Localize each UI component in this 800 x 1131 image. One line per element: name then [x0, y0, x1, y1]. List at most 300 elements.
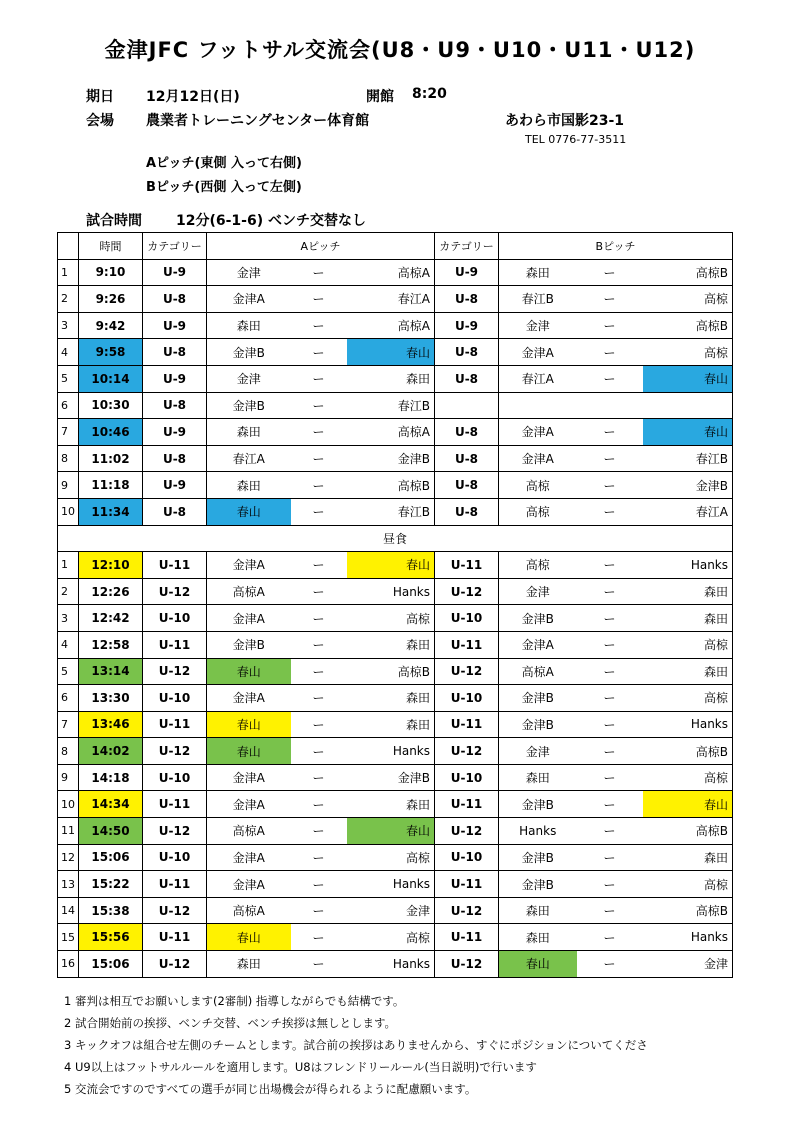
pitch-b-team-2: 森田 [643, 578, 733, 605]
note-item: 1 審判は相互でお願いします(2審制) 指導しながらでも結構です。 [64, 994, 405, 1008]
pitch-b-team-1: 金津B [499, 844, 577, 871]
vs-dash: ー [291, 498, 347, 525]
vs-dash: ー [291, 365, 347, 392]
category-b-cell: U-12 [435, 658, 499, 685]
pitch-b-team-2: Hanks [643, 552, 733, 579]
pitch-a-team-1: 金津A [207, 871, 291, 898]
category-b-cell: U-8 [435, 286, 499, 313]
category-b-cell: U-12 [435, 951, 499, 978]
pitch-a-team-2: 春江B [347, 392, 435, 419]
pitch-a-team-2: 春山 [347, 552, 435, 579]
page-title: 金津JFC フットサル交流会(U8・U9・U10・U11・U12) [104, 38, 696, 62]
pitch-a-team-1: 金津A [207, 791, 291, 818]
category-b-cell: U-11 [435, 871, 499, 898]
category-b-cell: U-12 [435, 738, 499, 765]
vs-dash: ー [291, 552, 347, 579]
pitch-a-team-2: 森田 [347, 711, 435, 738]
vs-dash: ー [291, 871, 347, 898]
table-row [58, 738, 733, 765]
pitch-b-team-2: 高椋 [643, 685, 733, 712]
pitch-a-team-1: 金津B [207, 392, 291, 419]
open-value: 8:20 [412, 86, 447, 102]
vs-dash: ー [577, 472, 643, 499]
category-a-cell: U-10 [143, 605, 207, 632]
row-number: 6 [58, 685, 79, 712]
vs-dash: ー [291, 312, 347, 339]
time-cell: 12:10 [79, 552, 143, 579]
pitch-a-team-2: 春山 [347, 339, 435, 366]
category-b-cell: U-10 [435, 685, 499, 712]
category-a-cell: U-9 [143, 419, 207, 446]
pitch-b-team-2: 春山 [643, 365, 733, 392]
match-time-label: 試合時間 [86, 213, 142, 229]
vs-dash: ー [291, 685, 347, 712]
vs-dash: ー [577, 365, 643, 392]
pitch-a-team-1: 高椋A [207, 818, 291, 845]
table-row [58, 871, 733, 898]
pitch-b-team-1: 高椋A [499, 658, 577, 685]
pitch-a-team-2: 高椋 [347, 844, 435, 871]
row-number: 8 [58, 738, 79, 765]
category-a-cell: U-8 [143, 339, 207, 366]
category-b-cell: U-12 [435, 897, 499, 924]
pitch-a-team-1: 金津 [207, 259, 291, 286]
row-number: 13 [58, 871, 79, 898]
table-row [58, 791, 733, 818]
vs-dash: ー [577, 286, 643, 313]
pitch-b-team-2: 高椋B [643, 738, 733, 765]
time-cell: 9:26 [79, 286, 143, 313]
category-b-cell: U-11 [435, 552, 499, 579]
date-label: 期日 [86, 89, 114, 105]
time-cell: 15:06 [79, 951, 143, 978]
category-b-cell: U-8 [435, 472, 499, 499]
category-b-cell: U-12 [435, 818, 499, 845]
vs-dash: ー [577, 552, 643, 579]
note-item: 4 U9以上はフットサルルールを適用します。U8はフレンドリールール(当日説明)で行います [64, 1060, 537, 1074]
pitch-a-team-2: Hanks [347, 871, 435, 898]
category-a-cell: U-10 [143, 685, 207, 712]
header-category-b: カテゴリー [435, 233, 499, 260]
row-number: 8 [58, 445, 79, 472]
pitch-a-team-2: 高椋A [347, 259, 435, 286]
vs-dash: ー [577, 259, 643, 286]
vs-dash: ー [291, 605, 347, 632]
pitch-a-team-2: 高椋 [347, 605, 435, 632]
pitch-a-team-2: Hanks [347, 951, 435, 978]
time-cell: 13:30 [79, 685, 143, 712]
time-cell: 9:58 [79, 339, 143, 366]
pitch-b-team-1: 森田 [499, 897, 577, 924]
pitch-a-team-2: 春山 [347, 818, 435, 845]
table-row [58, 818, 733, 845]
row-number: 16 [58, 951, 79, 978]
category-b-cell: U-11 [435, 631, 499, 658]
pitch-b-team-1: 金津B [499, 871, 577, 898]
pitch-b-team-2: 金津 [643, 951, 733, 978]
schedule-table [57, 232, 733, 978]
vs-dash: ー [291, 339, 347, 366]
table-row [58, 764, 733, 791]
pitch-b-team-2: Hanks [643, 924, 733, 951]
category-b-cell: U-8 [435, 498, 499, 525]
pitch-b-team-1: Hanks [499, 818, 577, 845]
row-number: 7 [58, 419, 79, 446]
pitch-a-team-1: 金津A [207, 764, 291, 791]
vs-dash: ー [577, 764, 643, 791]
time-cell: 12:58 [79, 631, 143, 658]
category-b-cell: U-8 [435, 365, 499, 392]
vs-dash: ー [291, 711, 347, 738]
header-time: 時間 [79, 233, 143, 260]
pitch-b-team-1: 金津A [499, 445, 577, 472]
table-row [58, 711, 733, 738]
pitch-a-team-2: 森田 [347, 631, 435, 658]
time-cell: 10:46 [79, 419, 143, 446]
pitch-b-team-1: 春山 [499, 951, 577, 978]
pitch-b-team-1: 高椋 [499, 552, 577, 579]
pitch-a-team-2: 高椋A [347, 419, 435, 446]
category-b-cell: U-9 [435, 312, 499, 339]
category-b-cell: U-8 [435, 445, 499, 472]
table-row [58, 286, 733, 313]
category-b-cell: U-9 [435, 259, 499, 286]
table-row [58, 419, 733, 446]
category-a-cell: U-10 [143, 844, 207, 871]
category-a-cell: U-10 [143, 764, 207, 791]
pitch-b-team-2: 春江B [643, 445, 733, 472]
pitch-b-team-1: 春江B [499, 286, 577, 313]
time-cell: 14:34 [79, 791, 143, 818]
time-cell: 15:56 [79, 924, 143, 951]
pitch-a-team-2: 高椋B [347, 658, 435, 685]
pitch-a-team-2: Hanks [347, 738, 435, 765]
pitch-a-team-1: 春江A [207, 445, 291, 472]
note-item: 2 試合開始前の挨拶、ベンチ交替、ベンチ挨拶は無しとします。 [64, 1016, 397, 1030]
category-b-cell [435, 392, 499, 419]
vs-dash: ー [577, 578, 643, 605]
pitch-a-team-1: 金津B [207, 631, 291, 658]
pitch-a-team-2: 森田 [347, 791, 435, 818]
time-cell: 12:42 [79, 605, 143, 632]
category-a-cell: U-8 [143, 498, 207, 525]
time-cell: 14:02 [79, 738, 143, 765]
category-a-cell: U-9 [143, 472, 207, 499]
pitch-b-team-1: 金津B [499, 791, 577, 818]
pitch-b-team-1: 高椋 [499, 472, 577, 499]
pitch-a-team-1: 金津B [207, 339, 291, 366]
category-b-cell: U-11 [435, 791, 499, 818]
pitch-a-team-1: 春山 [207, 658, 291, 685]
pitch-b-team-1: 春江A [499, 365, 577, 392]
pitch-a-team-2: 森田 [347, 685, 435, 712]
row-number: 10 [58, 498, 79, 525]
pitch-a-team-2: 金津B [347, 764, 435, 791]
row-number: 4 [58, 631, 79, 658]
pitch-a-team-1: 春山 [207, 498, 291, 525]
vs-dash: ー [577, 631, 643, 658]
pitch-b-team-1: 金津A [499, 339, 577, 366]
time-cell: 10:30 [79, 392, 143, 419]
pitch-b-team-2: 高椋 [643, 764, 733, 791]
vs-dash: ー [577, 818, 643, 845]
row-number: 11 [58, 818, 79, 845]
pitch-b-team-1: 森田 [499, 764, 577, 791]
vs-dash: ー [291, 392, 347, 419]
vs-dash: ー [577, 871, 643, 898]
pitch-b-team-2: 春山 [643, 791, 733, 818]
telephone: TEL 0776-77-3511 [525, 133, 627, 146]
venue-label: 会場 [86, 113, 114, 129]
pitch-a-team-1: 春山 [207, 711, 291, 738]
pitch-b-team-1: 金津B [499, 711, 577, 738]
category-a-cell: U-8 [143, 392, 207, 419]
pitch-b-team-1: 森田 [499, 924, 577, 951]
pitch-b-team-1: 森田 [499, 259, 577, 286]
time-cell: 15:06 [79, 844, 143, 871]
pitch-b-team-2: 高椋 [643, 631, 733, 658]
category-a-cell: U-11 [143, 552, 207, 579]
pitch-b-team-1: 金津 [499, 312, 577, 339]
vs-dash: ー [577, 445, 643, 472]
time-cell: 9:42 [79, 312, 143, 339]
time-cell: 13:14 [79, 658, 143, 685]
pitch-a-note: Aピッチ(東側 入って右側) [146, 156, 302, 171]
row-number: 12 [58, 844, 79, 871]
table-row [58, 552, 733, 579]
row-number: 9 [58, 764, 79, 791]
pitch-a-team-1: 森田 [207, 472, 291, 499]
category-b-cell: U-12 [435, 578, 499, 605]
pitch-a-team-2: 春江B [347, 498, 435, 525]
vs-dash: ー [577, 951, 643, 978]
time-cell: 10:14 [79, 365, 143, 392]
pitch-b-team-2: 春江A [643, 498, 733, 525]
vs-dash: ー [577, 738, 643, 765]
time-cell: 13:46 [79, 711, 143, 738]
pitch-b-note: Bピッチ(西側 入って左側) [146, 180, 302, 195]
vs-dash: ー [291, 631, 347, 658]
pitch-b-team-1: 金津A [499, 631, 577, 658]
category-a-cell: U-11 [143, 631, 207, 658]
pitch-a-team-2: 金津B [347, 445, 435, 472]
category-b-cell: U-8 [435, 339, 499, 366]
table-row [58, 951, 733, 978]
pitch-b-team-2: 森田 [643, 844, 733, 871]
row-number: 6 [58, 392, 79, 419]
pitch-a-team-2: 森田 [347, 365, 435, 392]
pitch-a-team-2: Hanks [347, 578, 435, 605]
table-row [58, 685, 733, 712]
vs-dash: ー [577, 844, 643, 871]
time-cell: 14:18 [79, 764, 143, 791]
note-item: 5 交流会ですのですべての選手が同じ出場機会が得られるように配慮願います。 [64, 1082, 477, 1096]
row-number: 1 [58, 552, 79, 579]
row-number: 5 [58, 658, 79, 685]
category-a-cell: U-9 [143, 259, 207, 286]
table-row [58, 897, 733, 924]
table-row [58, 924, 733, 951]
table-row [58, 312, 733, 339]
pitch-a-team-1: 金津A [207, 605, 291, 632]
pitch-b-team-2: 高椋 [643, 871, 733, 898]
pitch-a-team-1: 高椋A [207, 578, 291, 605]
open-label: 開館 [366, 89, 394, 105]
time-cell: 11:02 [79, 445, 143, 472]
table-row [58, 605, 733, 632]
pitch-a-team-1: 森田 [207, 312, 291, 339]
pitch-a-team-1: 金津 [207, 365, 291, 392]
pitch-b-team-2: 高椋B [643, 312, 733, 339]
pitch-b-team-2: 金津B [643, 472, 733, 499]
category-a-cell: U-9 [143, 365, 207, 392]
table-row [58, 658, 733, 685]
vs-dash: ー [291, 764, 347, 791]
pitch-b-team-2: Hanks [643, 711, 733, 738]
lunch-row [58, 525, 733, 552]
category-a-cell: U-11 [143, 924, 207, 951]
pitch-b-team-2: 春山 [643, 419, 733, 446]
table-row [58, 445, 733, 472]
pitch-a-team-2: 高椋B [347, 472, 435, 499]
table-row [58, 365, 733, 392]
vs-dash: ー [577, 658, 643, 685]
pitch-b-team-1: 金津B [499, 605, 577, 632]
vs-dash: ー [291, 818, 347, 845]
pitch-b-team-2: 高椋B [643, 259, 733, 286]
category-a-cell: U-12 [143, 578, 207, 605]
vs-dash: ー [577, 605, 643, 632]
match-time-value: 12分(6-1-6) ベンチ交替なし [176, 213, 366, 229]
table-row [58, 498, 733, 525]
pitch-b-team-2: 森田 [643, 605, 733, 632]
lunch-label: 昼食 [58, 525, 733, 552]
category-a-cell: U-8 [143, 286, 207, 313]
pitch-a-team-1: 春山 [207, 738, 291, 765]
row-number: 3 [58, 605, 79, 632]
category-a-cell: U-11 [143, 871, 207, 898]
venue-value: 農業者トレーニングセンター体育館 [146, 113, 370, 129]
pitch-a-team-1: 春山 [207, 924, 291, 951]
vs-dash: ー [291, 578, 347, 605]
vs-dash: ー [291, 897, 347, 924]
pitch-a-team-2: 春江A [347, 286, 435, 313]
vs-dash: ー [291, 286, 347, 313]
row-number: 3 [58, 312, 79, 339]
header-row [58, 233, 733, 260]
row-number: 7 [58, 711, 79, 738]
vs-dash: ー [577, 312, 643, 339]
table-row [58, 259, 733, 286]
row-number: 2 [58, 286, 79, 313]
pitch-a-team-2: 高椋A [347, 312, 435, 339]
row-number: 1 [58, 259, 79, 286]
category-b-cell: U-10 [435, 764, 499, 791]
header-pitch-b: Bピッチ [499, 233, 733, 260]
time-cell: 15:38 [79, 897, 143, 924]
category-b-cell: U-11 [435, 924, 499, 951]
pitch-b-team-1: 金津B [499, 685, 577, 712]
pitch-b-team-1: 高椋 [499, 498, 577, 525]
table-row [58, 578, 733, 605]
time-cell: 15:22 [79, 871, 143, 898]
pitch-b-team-1: 金津A [499, 419, 577, 446]
vs-dash: ー [291, 259, 347, 286]
category-b-cell: U-8 [435, 419, 499, 446]
row-number: 9 [58, 472, 79, 499]
category-a-cell: U-12 [143, 897, 207, 924]
pitch-a-team-1: 森田 [207, 951, 291, 978]
vs-dash: ー [577, 897, 643, 924]
vs-dash: ー [577, 711, 643, 738]
pitch-a-team-1: 金津A [207, 552, 291, 579]
row-number: 4 [58, 339, 79, 366]
date-value: 12月12日(日) [146, 89, 240, 105]
pitch-b-empty [499, 392, 733, 419]
category-a-cell: U-12 [143, 818, 207, 845]
pitch-a-team-2: 金津 [347, 897, 435, 924]
header-number [58, 233, 79, 260]
vs-dash: ー [291, 951, 347, 978]
vs-dash: ー [291, 924, 347, 951]
pitch-a-team-1: 森田 [207, 419, 291, 446]
row-number: 5 [58, 365, 79, 392]
pitch-b-team-2: 高椋B [643, 897, 733, 924]
vs-dash: ー [291, 445, 347, 472]
pitch-a-team-1: 高椋A [207, 897, 291, 924]
category-a-cell: U-8 [143, 445, 207, 472]
row-number: 2 [58, 578, 79, 605]
address: あわら市国影23-1 [505, 113, 625, 129]
vs-dash: ー [291, 658, 347, 685]
time-cell: 14:50 [79, 818, 143, 845]
pitch-b-team-1: 金津 [499, 738, 577, 765]
row-number: 15 [58, 924, 79, 951]
pitch-b-team-2: 高椋 [643, 286, 733, 313]
time-cell: 11:18 [79, 472, 143, 499]
time-cell: 9:10 [79, 259, 143, 286]
category-a-cell: U-12 [143, 738, 207, 765]
pitch-b-team-2: 森田 [643, 658, 733, 685]
category-a-cell: U-12 [143, 658, 207, 685]
vs-dash: ー [291, 472, 347, 499]
vs-dash: ー [577, 685, 643, 712]
pitch-b-team-2: 高椋 [643, 339, 733, 366]
row-number: 14 [58, 897, 79, 924]
vs-dash: ー [577, 419, 643, 446]
header-pitch-a: Aピッチ [207, 233, 435, 260]
note-item: 3 キックオフは組合せ左側のチームとします。試合前の挨拶はありませんから、すぐにポジションについてくださ [64, 1038, 648, 1052]
category-a-cell: U-11 [143, 791, 207, 818]
table-row [58, 392, 733, 419]
time-cell: 11:34 [79, 498, 143, 525]
table-row [58, 631, 733, 658]
pitch-a-team-1: 金津A [207, 286, 291, 313]
vs-dash: ー [577, 791, 643, 818]
pitch-a-team-1: 金津A [207, 844, 291, 871]
vs-dash: ー [577, 924, 643, 951]
pitch-a-team-2: 高椋 [347, 924, 435, 951]
table-row [58, 472, 733, 499]
vs-dash: ー [291, 791, 347, 818]
pitch-b-team-1: 金津 [499, 578, 577, 605]
vs-dash: ー [577, 339, 643, 366]
category-a-cell: U-12 [143, 951, 207, 978]
table-row [58, 339, 733, 366]
vs-dash: ー [291, 419, 347, 446]
category-a-cell: U-9 [143, 312, 207, 339]
header-category-a: カテゴリー [143, 233, 207, 260]
